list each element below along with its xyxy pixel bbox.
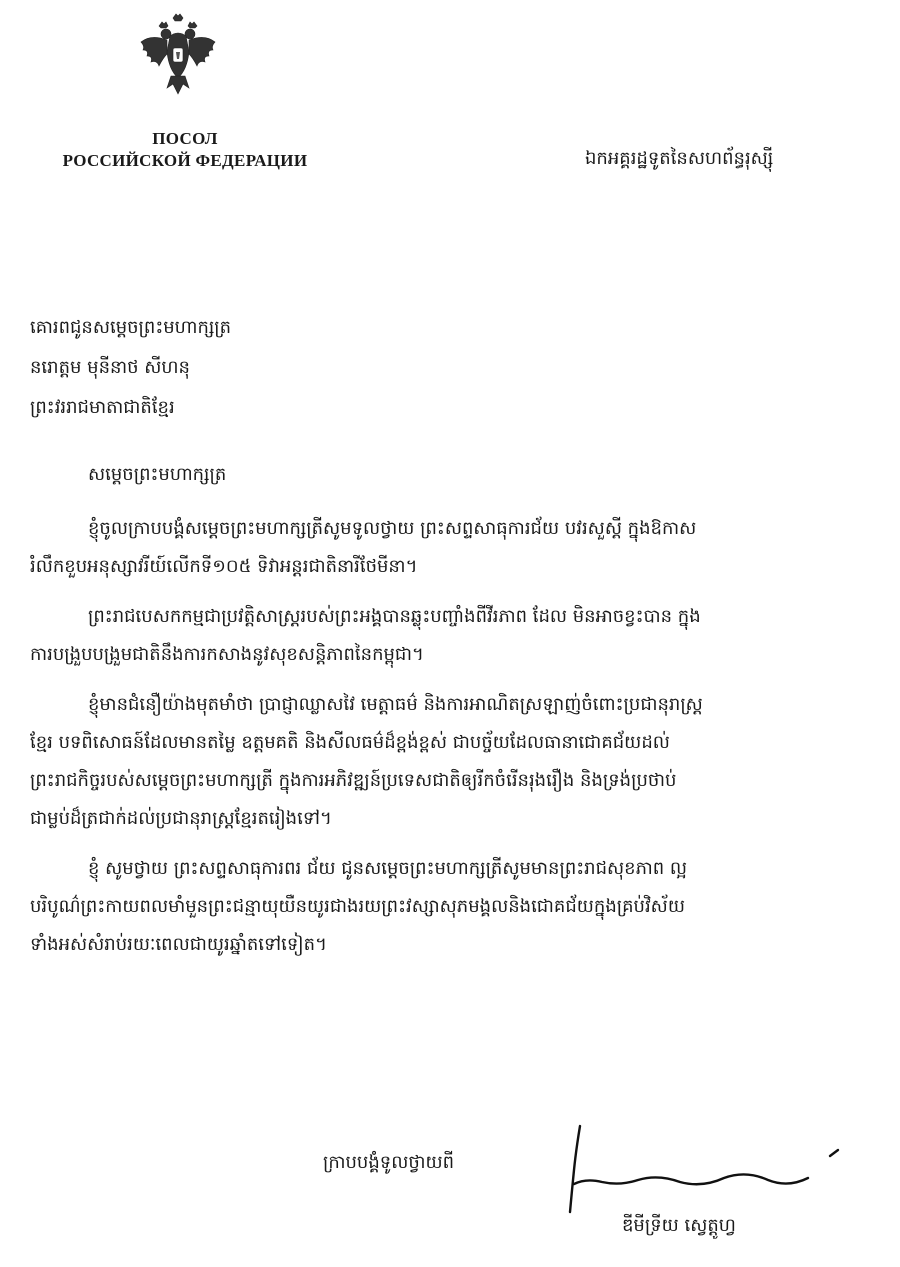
paragraph-line: បរិបូណ៌ព្រះកាយពលមាំមួនព្រះជន្មាយុយឺនយូរជាងរយព្រះវស្សាសុភមង្គលនិងជោគជ័យក្នុងគ្រប់វិស័យ (30, 896, 685, 917)
letter-body (30, 510, 875, 976)
salutation: សម្តេចព្រះមហាក្សត្រ (88, 464, 227, 485)
paragraph (30, 598, 875, 674)
paragraph-line: ខ្ញុំមានជំនឿយ៉ាងមុតមាំថា ប្រាជ្ញាឈ្លាសវៃ មេត្តាធម៌ និងការអាណិតស្រឡាញ់ចំពោះប្រជានុរាស្ត្រ (88, 694, 703, 715)
paragraph-line: ជាម្លប់ដ៏ត្រជាក់ដល់ប្រជានុរាស្ត្រខ្មែរតរៀងទៅ។ (30, 808, 332, 829)
addressee-line: គោរពជូនសម្តេចព្រះមហាក្សត្រ (30, 317, 232, 338)
paragraph-line: ខ្ញុំ សូមថ្វាយ ព្រះសព្ទសាធុការពរ ជ័យ ជូនសម្តេចព្រះមហាក្សត្រីសូមមានព្រះរាជសុខភាព ល្អ (88, 858, 688, 879)
handwritten-signature-icon (562, 1120, 862, 1220)
paragraph-line: ទាំងអស់សំរាប់រយៈពេលជាយូរឆ្នាំតទៅទៀត។ (30, 934, 327, 955)
paragraph-line: ខ្មែរ បទពិសោធន៍ដែលមានតម្លៃ ឧត្តមគតិ និងសីលធម៌ដ៏ខ្ពង់ខ្ពស់ ជាបច្ច័យដែលធានាជោគជ័យដល់ (30, 732, 670, 753)
paragraph-line: រំលឹកខួបអនុស្សាវរីយ៍លើកទី១០៥ ទិវាអន្តរជាតិនារីថែមីនា។ (30, 556, 418, 577)
addressee-block (30, 308, 231, 428)
paragraph (30, 686, 875, 838)
khmer-letterhead-title: ឯកអគ្គរដ្ឋទូតនៃសហព័ន្ធរុស្ស៊ី (585, 148, 774, 169)
ru-title-line1: ПОСОЛ (152, 129, 218, 148)
paragraph (30, 850, 875, 964)
russian-letterhead-title (30, 128, 340, 172)
ru-title-line2: РОССИЙСКОЙ ФЕДЕРАЦИИ (62, 151, 308, 170)
addressee-line: នរោត្តម មុនីនាថ សីហនុ (30, 357, 190, 378)
paragraph-line: ព្រះរាជបេសកកម្មជាប្រវត្តិសាស្ត្ររបស់ព្រះអង្គបានឆ្លុះបញ្ចាំងពីវីរភាព ដែល មិនអាចខ្វះបាន ក្នុង (88, 606, 701, 627)
russian-double-headed-eagle-icon (137, 12, 219, 98)
paragraph-line: ការបង្រួបបង្រួមជាតិនឹងការកសាងនូវសុខសន្តិភាពនៃកម្ពុជា។ (30, 644, 424, 665)
closing-phrase: ក្រាបបង្គំទូលថ្វាយពី (323, 1152, 455, 1173)
paragraph (30, 510, 875, 586)
addressee-line: ព្រះវររាជមាតាជាតិខ្មែរ (30, 397, 175, 418)
paragraph-line: ខ្ញុំចូលក្រាបបង្គំសម្តេចព្រះមហាក្សត្រីសូមទូលថ្វាយ ព្រះសព្ទសាធុការជ័យ បវរសួស្តី ក្នុងឱកាស (88, 518, 697, 539)
paragraph-line: ព្រះរាជកិច្ចរបស់សម្តេចព្រះមហាក្សត្រី ក្នុងការអភិវឌ្ឍន៍ប្រទេសជាតិឲ្យរីកចំរើនរុងរឿង និងទ្រង់ប្រថាប់ (30, 770, 677, 791)
signatory-name: ឌីមីទ្រីយ ស្វេត្តូហ្វ (622, 1215, 736, 1236)
